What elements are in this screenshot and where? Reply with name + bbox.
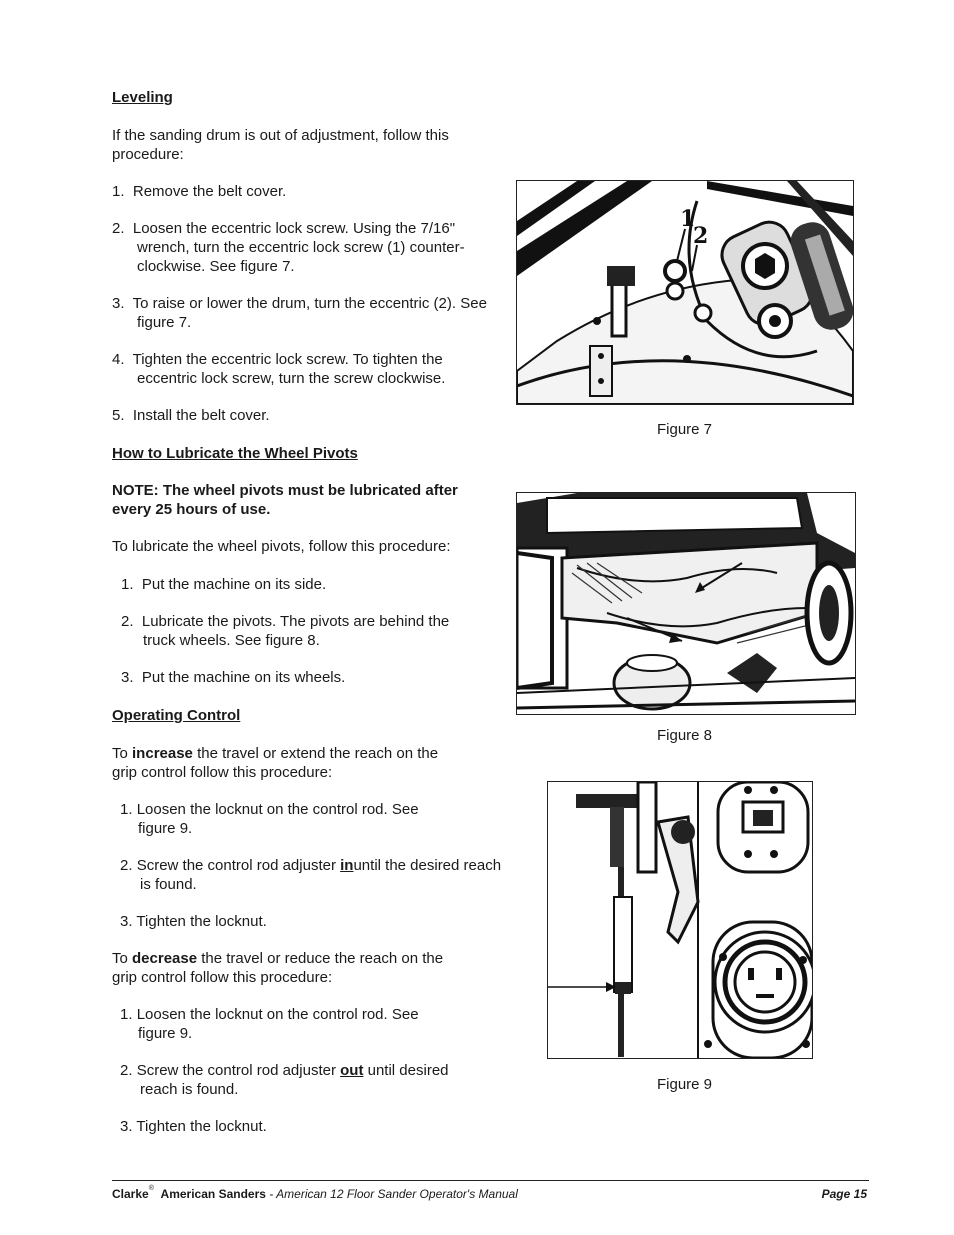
step-text: Put the machine on its wheels. <box>141 669 346 686</box>
intro-text: To <box>112 950 133 967</box>
intro-text: the travel or extend the reach on the grip control follow this procedure: <box>112 745 439 781</box>
figure-9-image <box>547 781 813 1059</box>
figure-8-caption: Figure 8 <box>657 727 713 744</box>
intro-bold-word: decrease <box>132 950 198 967</box>
step-text: until the desired reach is found. <box>140 857 502 893</box>
step-text: Remove the belt cover. <box>132 183 287 200</box>
page-footer <box>112 1187 869 1201</box>
step-text: Tighten the locknut. <box>136 1118 267 1135</box>
step-text: To raise or lower the drum, turn the eccentric (2). See figure 7. <box>132 295 487 331</box>
step-number: 3. <box>120 913 133 930</box>
increase-step-1 <box>120 800 438 838</box>
step-number: 2. <box>120 1062 133 1079</box>
step-number: 2. <box>112 220 125 237</box>
step-number: 3. <box>120 1118 133 1135</box>
step-number: 2. <box>121 613 134 630</box>
footer-company: American Sanders <box>160 1187 266 1201</box>
decrease-intro <box>112 949 468 987</box>
decrease-step-2 <box>120 1061 490 1099</box>
step-emphasis: in <box>340 857 354 874</box>
step-text: Install the belt cover. <box>132 407 270 424</box>
step-text: Lubricate the pivots. The pivots are behind the truck wheels. See figure 8. <box>141 613 450 649</box>
step-number: 2. <box>120 857 133 874</box>
control-rod-illustration <box>548 782 812 1058</box>
operating-heading: Operating Control <box>112 707 241 724</box>
increase-step-3 <box>120 912 480 931</box>
step-text: Screw the control rod adjuster <box>136 857 341 874</box>
increase-intro <box>112 744 462 782</box>
leveling-heading: Leveling <box>112 89 173 106</box>
step-text: Loosen the eccentric lock screw. Using the 7/16" wrench, turn the eccentric lock screw (1) counter-clockwise. See figure 7. <box>132 220 465 275</box>
registered-mark: ® <box>148 1185 154 1192</box>
step-number: 5. <box>112 407 125 424</box>
step-text: Loosen the locknut on the control rod. See figure 9. <box>136 801 419 837</box>
step-text: Tighten the locknut. <box>136 913 267 930</box>
leveling-step-1 <box>112 182 484 201</box>
decrease-step-3 <box>120 1117 480 1136</box>
leveling-step-3 <box>112 294 507 332</box>
step-text: until desired reach is found. <box>140 1062 449 1098</box>
step-number: 4. <box>112 351 125 368</box>
lubricate-step-2 <box>121 612 483 650</box>
lubricate-heading: How to Lubricate the Wheel Pivots <box>112 445 358 462</box>
leveling-step-5 <box>112 406 484 425</box>
step-number: 3. <box>121 669 134 686</box>
figure-7-image <box>516 180 854 405</box>
figure-8-image <box>516 492 856 715</box>
lubricate-step-1 <box>121 575 481 594</box>
leveling-step-2 <box>112 219 507 276</box>
step-text: Loosen the locknut on the control rod. See figure 9. <box>136 1006 419 1042</box>
step-number: 1. <box>121 576 134 593</box>
leveling-step-4 <box>112 350 487 388</box>
intro-text: the travel or reduce the reach on the grip control follow this procedure: <box>112 950 444 986</box>
leveling-intro: If the sanding drum is out of adjustment, follow this procedure: <box>112 127 449 163</box>
footer-rule <box>112 1180 869 1181</box>
footer-brand: Clarke <box>112 1187 149 1201</box>
step-text: Put the machine on its side. <box>141 576 327 593</box>
decrease-step-1 <box>120 1005 438 1043</box>
step-text: Screw the control rod adjuster <box>136 1062 341 1079</box>
lubricate-note: NOTE: The wheel pivots must be lubricated after every 25 hours of use. <box>112 482 458 518</box>
lubricate-intro: To lubricate the wheel pivots, follow this procedure: <box>112 538 451 555</box>
lubricate-step-3 <box>121 668 481 687</box>
figure-7-caption: Figure 7 <box>657 421 713 438</box>
figure-9-caption: Figure 9 <box>657 1076 713 1093</box>
callout-1: 1 <box>680 206 696 232</box>
drum-adjustment-illustration <box>517 181 853 404</box>
intro-bold-word: increase <box>132 745 193 762</box>
callout-2: 2 <box>693 223 709 249</box>
step-emphasis: out <box>340 1062 364 1079</box>
increase-step-2 <box>120 856 502 894</box>
intro-text: To <box>112 745 133 762</box>
step-number: 1. <box>120 801 133 818</box>
wheel-pivot-illustration <box>517 493 855 714</box>
step-number: 1. <box>120 1006 133 1023</box>
step-text: Tighten the eccentric lock screw. To tighten the eccentric lock screw, turn the screw clockwise. <box>132 351 446 387</box>
step-number: 1. <box>112 183 125 200</box>
step-number: 3. <box>112 295 125 312</box>
page-number: Page 15 <box>821 1187 867 1201</box>
footer-manual-title: - American 12 Floor Sander Operator's Manual <box>265 1187 518 1201</box>
